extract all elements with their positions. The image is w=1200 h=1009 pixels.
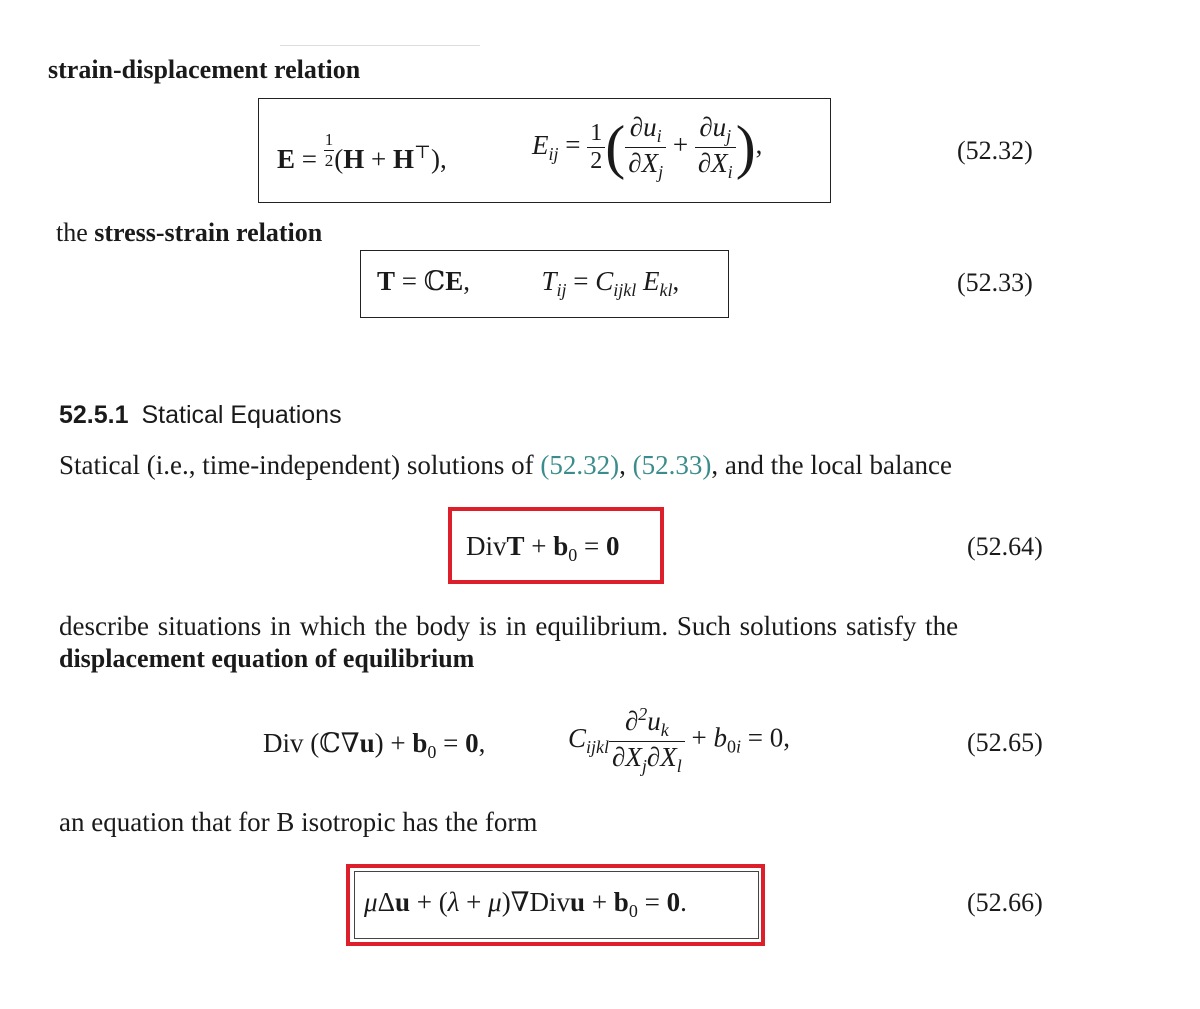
intro-bold-term: stress-strain relation [94,218,323,247]
equation-52-32-left: E = $\frac{1}{2}$ (H + H⊤), [277,130,447,174]
section-title-strain-displacement: strain-displacement relation [48,55,361,84]
equation-ref-52-32-link[interactable]: (52.32) [540,450,620,480]
equation-ref-52-33-link[interactable]: (52.33) [632,450,712,480]
intro-plain-text: the [56,218,95,247]
equation-52-32-right: $E_{ij}$ = $\frac{1}{2}$ ( $\frac{\partial u_i}{\partial X_j}$ + $\frac{\partial u_j}{\partial X_i}$ ), [532,112,763,182]
equation-number-52-33: (52.33) [957,268,1033,297]
subsection-number: 52.5.1 [59,401,129,429]
subsection-heading [59,401,342,430]
equation-number-52-32: (52.32) [957,136,1033,165]
para1-text-mid: , [619,450,633,480]
paragraph-statical-solutions [59,450,952,481]
equation-52-64: DivT + $b_0 = 0$ [466,531,620,565]
equation-number-52-66: (52.66) [967,888,1043,917]
paragraph-isotropic: an equation that for B isotropic has the form [59,807,538,837]
paragraph-equilibrium-line1: describe situations in which the body is in equilibrium. Such solutions satisfy the [59,611,959,641]
equation-number-52-64: (52.64) [967,532,1043,561]
paragraph-equilibrium-term: displacement equation of equilibrium [59,644,475,673]
para1-text-before: Statical (i.e., time-independent) solutions of [59,450,541,480]
equation-52-66: μΔu + (λ + μ)∇Divu + $b_0 = 0$. [364,887,687,921]
top-crop-line [280,45,480,46]
equation-number-52-65: (52.65) [967,728,1043,757]
equation-52-65-left: Div (ℂ∇u) + $b_0 = 0$, [263,728,486,762]
equation-52-65-right: $C_{ijkl}$ $\frac{\partial^2u_k}{\partial X_j\partial X_l}$ + $b_{0i} = 0$, [568,704,790,776]
subsection-title: Statical Equations [141,401,342,429]
stress-strain-intro [56,218,322,248]
equation-52-33: T = ℂE, $T_{ij} = C_{ijkl}$ $E_{kl}$, [377,266,680,300]
para1-text-after: , and the local balance [711,450,952,480]
